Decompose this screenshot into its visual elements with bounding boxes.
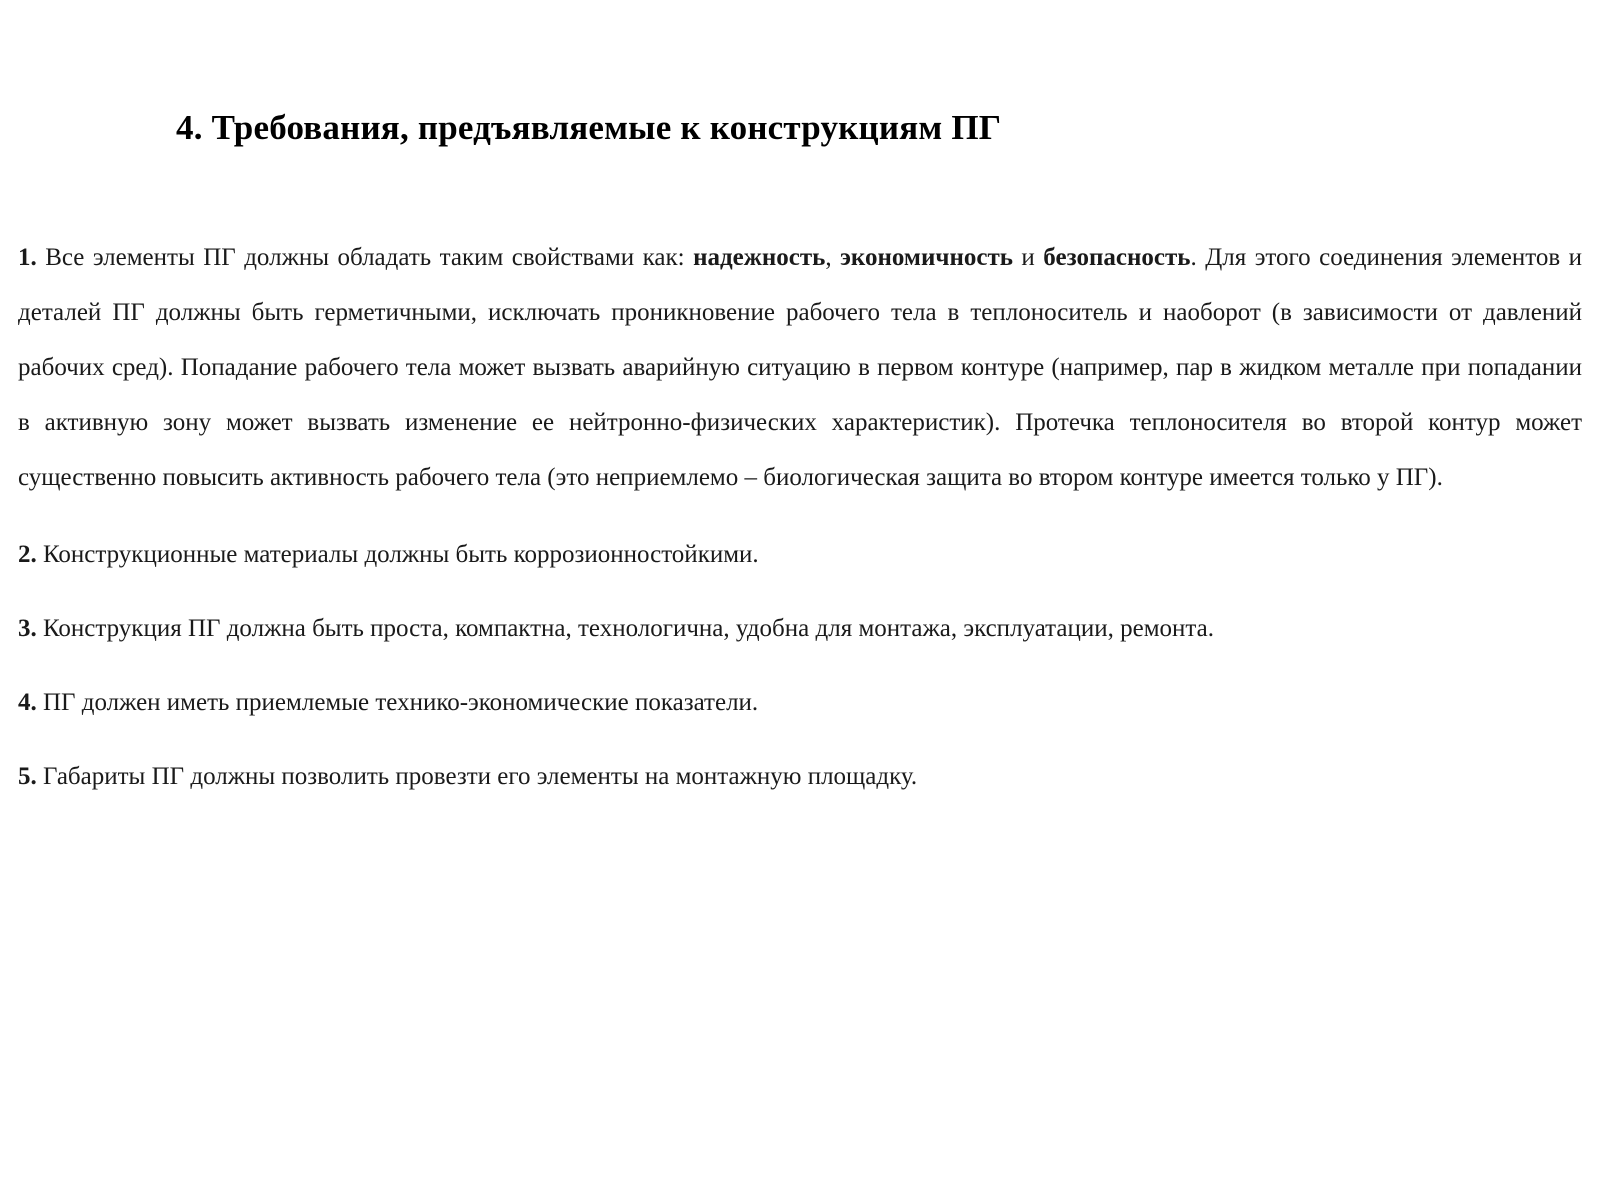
keyword-economy: экономичность — [840, 244, 1013, 271]
requirement-number: 2. — [18, 541, 37, 568]
requirement-text: Конструкция ПГ должна быть проста, компактна, технологична, удобна для монтажа, эксплуатации, ремонта. — [36, 615, 1214, 642]
requirement-item-4 — [18, 683, 1582, 723]
keyword-reliability: надежность — [693, 244, 826, 271]
requirement-number: 4. — [18, 689, 37, 716]
requirement-number: 5. — [18, 763, 37, 790]
requirement-number: 1. — [18, 244, 37, 271]
requirement-text: ПГ должен иметь приемлемые технико-экономические показатели. — [36, 689, 759, 716]
requirement-text: Все элементы ПГ должны обладать таким свойствами как: — [36, 244, 694, 271]
separator: , — [825, 244, 841, 271]
requirement-item-1 — [18, 230, 1582, 505]
keyword-safety: безопасность — [1043, 244, 1191, 271]
requirement-item-5 — [18, 757, 1582, 797]
page-title: 4. Требования, предъявляемые к конструкциям ПГ — [176, 108, 1002, 147]
requirement-text: Габариты ПГ должны позволить провезти его элементы на монтажную площадку. — [36, 763, 918, 790]
requirement-item-3 — [18, 609, 1582, 649]
requirement-item-2 — [18, 535, 1582, 575]
requirements-list — [18, 230, 1582, 797]
separator: и — [1012, 244, 1044, 271]
requirement-number: 3. — [18, 615, 37, 642]
requirement-text-continued: . Для этого соединения элементов и деталей ПГ должны быть герметичными, исключать проникновение рабочего тела в теплоноситель и наоборот (в зависимости от давлений рабочих сред). Попадание рабочего тела может вызвать аварийную ситуацию в первом контуре (например, пар в жидком металле при попадании в активную зону может вызвать изменение ее нейтронно-физических характеристик). Протечка теплоносителя во второй контур может существенно повысить активность рабочего тела (это неприемлемо – биологическая защита во втором контуре имеется только у ПГ). — [18, 244, 1583, 491]
requirement-text: Конструкционные материалы должны быть коррозионностойкими. — [36, 541, 759, 568]
